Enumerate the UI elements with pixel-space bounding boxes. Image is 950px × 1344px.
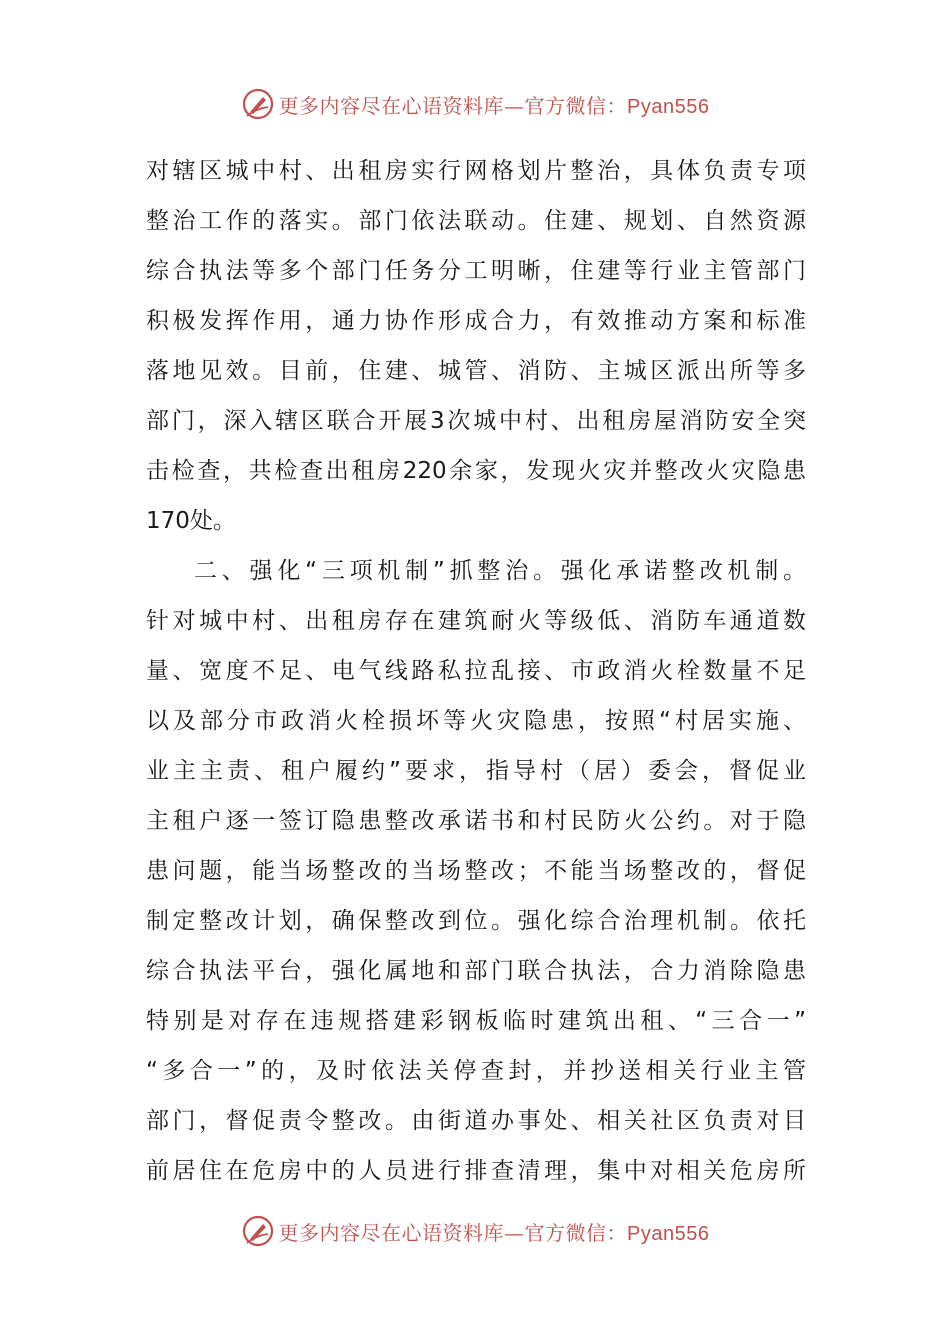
text-line: “多合一”的，及时依法关停查封，并抄送相关行业主管 [146,1058,806,1084]
pen-circle-logo-icon [241,1214,275,1248]
text-line: 部门，督促责令整改。由街道办事处、相关社区负责对目 [146,1108,806,1134]
text-line: 主租户逐一签订隐患整改承诺书和村民防火公约。对于隐 [146,808,806,834]
text-line: 击检查，共检查出租房220余家，发现火灾并整改火灾隐患 [146,458,806,484]
text-line: 针对城中村、出租房存在建筑耐火等级低、消防车通道数 [146,608,806,634]
text-line: 以及部分市政消火栓损坏等火灾隐患，按照“村居实施、 [146,708,806,734]
watermark-text: 更多内容尽在心语资料库—官方微信：Pyan556 [278,1220,710,1245]
text-line: 患问题，能当场整改的当场整改；不能当场整改的，督促 [146,858,806,884]
text-line: 整治工作的落实。部门依法联动。住建、规划、自然资源 [146,208,806,234]
paragraph-start-line: 二、强化“三项机制”抓整治。强化承诺整改机制。 [194,558,806,584]
text-line: 部门，深入辖区联合开展3次城中村、出租房屋消防安全突 [146,408,806,434]
text-line: 对辖区城中村、出租房实行网格划片整治，具体负责专项 [146,158,806,184]
text-line: 落地见效。目前，住建、城管、消防、主城区派出所等多 [146,358,806,384]
document-body [146,146,806,1196]
text-line: 特别是对存在违规搭建彩钢板临时建筑出租、“三合一” [146,1008,806,1034]
header-watermark-banner [0,84,950,124]
text-line: 综合执法等多个部门任务分工明晰，住建等行业主管部门 [146,258,806,284]
watermark-text: 更多内容尽在心语资料库—官方微信：Pyan556 [278,93,710,118]
text-line: 综合执法平台，强化属地和部门联合执法，合力消除隐患 [146,958,806,984]
text-line: 积极发挥作用，通力协作形成合力，有效推动方案和标准 [146,308,806,334]
text-line: 量、宽度不足、电气线路私拉乱接、市政消火栓数量不足 [146,658,806,684]
pen-circle-logo-icon [241,87,275,121]
text-line: 前居住在危房中的人员进行排查清理，集中对相关危房所 [146,1158,806,1184]
text-line: 制定整改计划，确保整改到位。强化综合治理机制。依托 [146,908,806,934]
text-line: 业主主责、租户履约”要求，指导村（居）委会，督促业 [146,758,806,784]
text-line: 170处。 [146,508,236,534]
footer-watermark-banner [0,1211,950,1251]
